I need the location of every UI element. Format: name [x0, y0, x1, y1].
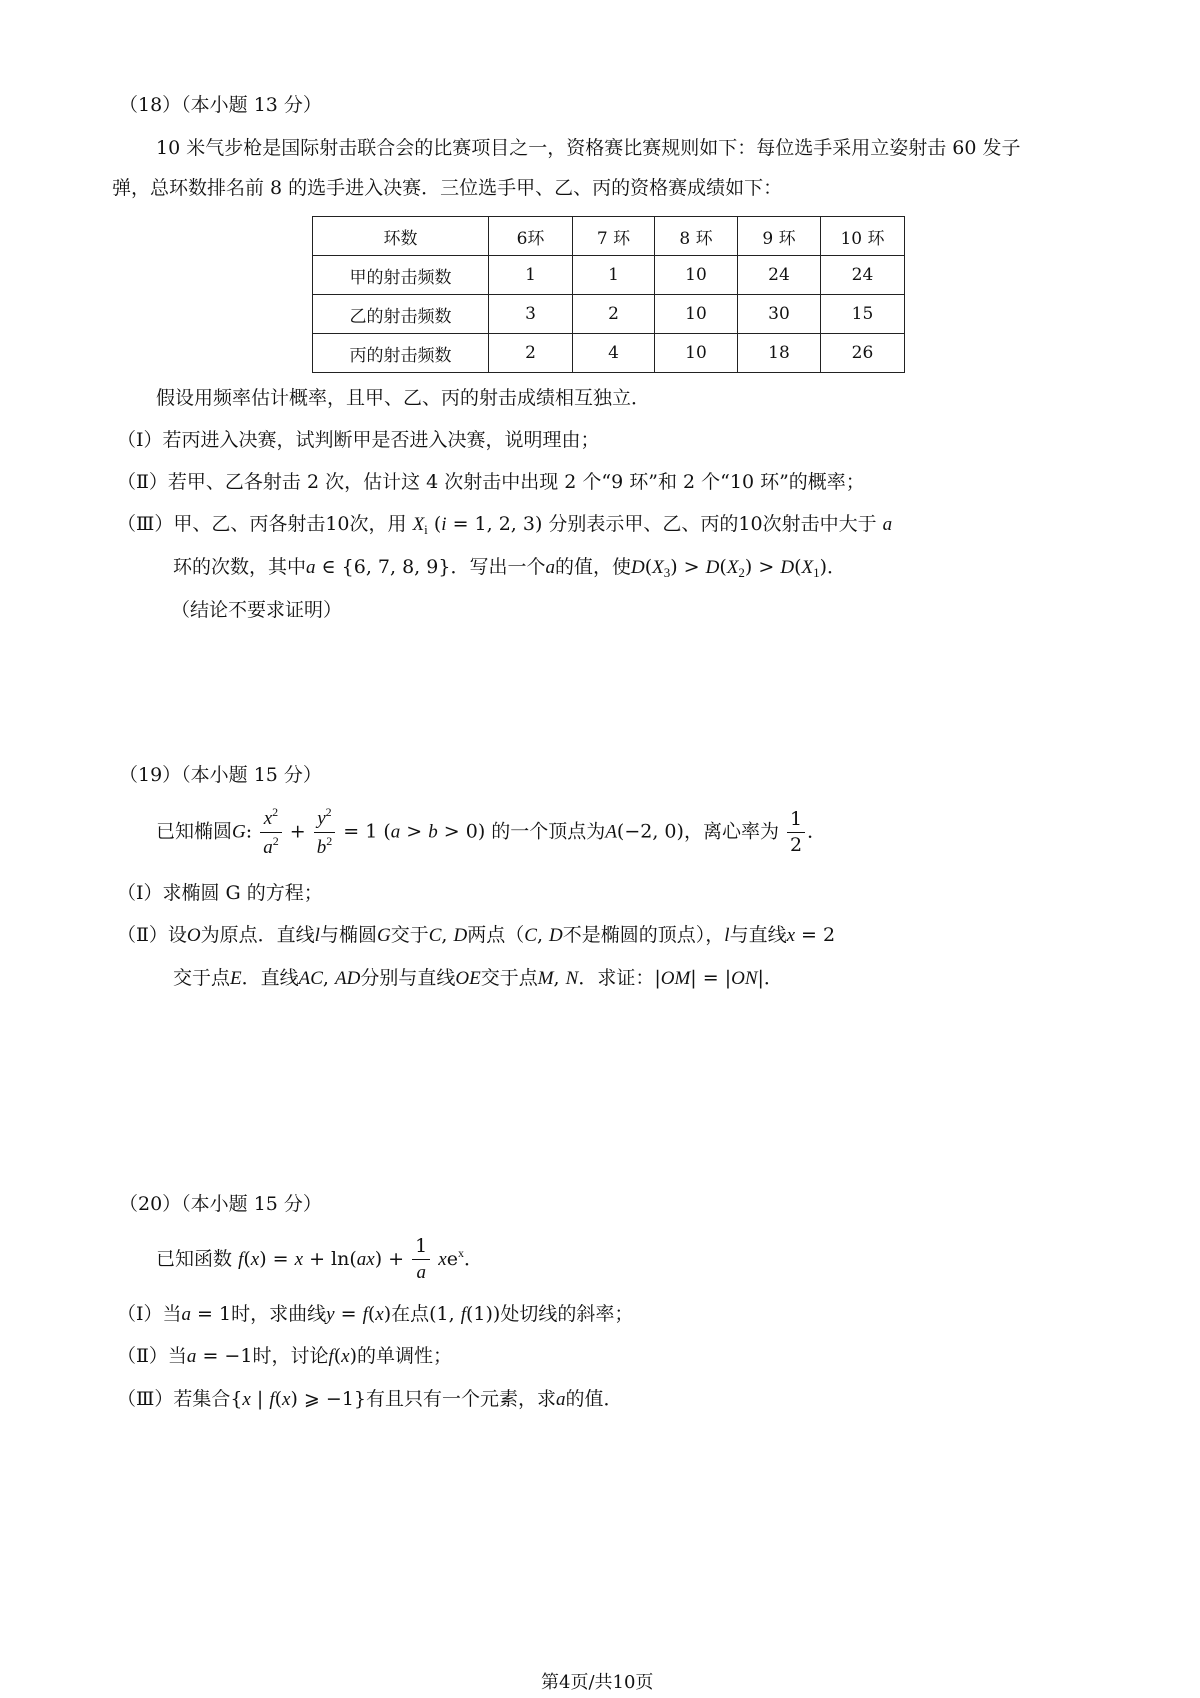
table-row-label: 丙的射击频数 [313, 334, 489, 373]
q20-part3-text: 有且只有一个元素，求 [366, 1388, 557, 1410]
q19-part2-text: 与直线 [729, 924, 787, 946]
q19-part2-line1: （Ⅱ）设O为原点．直线l与椭圆G交于C, D两点（C, D不是椭圆的顶点），l与直线x = 2 [117, 924, 836, 946]
q20-part3-text: （Ⅲ）若集合 [117, 1388, 231, 1410]
q19-stem: 已知椭圆G: $\frac{x^2}{a^2}$ + $\frac{y^2}{b^2}$ = 1 (a > b > 0) 的一个顶点为A(−2, 0)，离心率为 $\frac{1}{2}$ ． [156, 805, 827, 858]
q18-part3-text: 环的次数，其中 [173, 556, 307, 578]
table-header-cell: 9 环 [738, 217, 821, 256]
table-cell: 24 [821, 256, 905, 295]
q18-part3-line1: （Ⅲ）甲、乙、丙各射击10次，用 $X_i$ (i = 1, 2, 3) 分别表示甲、乙、丙的10次射击中大于 a [117, 513, 893, 537]
q18-intro-line1: 10 米气步枪是国际射击联合会的比赛项目之一，资格赛比赛规则如下：每位选手采用立姿射击 60 发子 [156, 137, 1021, 159]
q20-part3: （Ⅲ）若集合{x | f(x) ⩾ −1}有且只有一个元素，求a的值． [117, 1388, 623, 1410]
table-header-cell: 6环 [489, 217, 573, 256]
table-cell: 10 [655, 256, 738, 295]
q20-header: （20）（本小题 15 分） [119, 1193, 322, 1215]
table-header-cell: 环数 [313, 217, 489, 256]
q19-part2-text: 与椭圆 [319, 924, 377, 946]
q19-part2-text: （Ⅱ）设 [117, 924, 187, 946]
q19-part2-text: 分别与直线 [360, 967, 456, 989]
table-row-label: 乙的射击频数 [313, 295, 489, 334]
q18-part3-text: ．写出一个 [450, 556, 546, 578]
table-cell: 3 [489, 295, 573, 334]
q19-part2-text: ．直线 [241, 967, 299, 989]
table-header-cell: 8 环 [655, 217, 738, 256]
q19-part2-text: 交于点 [173, 967, 231, 989]
table-cell: 18 [738, 334, 821, 373]
q18-header: （18）（本小题 13 分） [119, 94, 322, 116]
q19-header: （19）（本小题 15 分） [119, 764, 322, 786]
frequency-table [312, 216, 905, 373]
part-label: （Ⅲ） [117, 513, 174, 535]
q20-part3-text: 的值． [565, 1388, 623, 1410]
q19-part1: （Ⅰ）求椭圆 G 的方程； [117, 882, 323, 904]
table-cell: 26 [821, 334, 905, 373]
table-row [313, 295, 905, 334]
q19-stem-text: ，离心率为 [683, 820, 779, 843]
q18-note: （结论不要求证明） [171, 599, 343, 621]
page-number: 第4页/共10页 [541, 1672, 654, 1693]
table-cell: 10 [655, 334, 738, 373]
q20-part2-text: 时，讨论 [252, 1345, 329, 1367]
q18-part1: （Ⅰ）若丙进入决赛，试判断甲是否进入决赛，说明理由； [117, 429, 600, 451]
table-row [313, 334, 905, 373]
q19-part2-text: 两点（ [467, 924, 525, 946]
q19-part2-text: ．求证： [578, 967, 655, 989]
q19-part2-text: 为原点．直线 [200, 924, 315, 946]
q18-part3-text: 分别表示甲、乙、丙的10次射击中大于 [548, 513, 877, 535]
q20-part1-text: 处切线的斜率； [500, 1303, 634, 1325]
q20-stem: 已知函数 f(x) = x + ln(ax) + $\frac{1}{a}$ $xe^x$． [156, 1235, 483, 1283]
table-cell: 2 [573, 295, 655, 334]
table-row [313, 256, 905, 295]
table-header-cell: 10 环 [821, 217, 905, 256]
q18-assumption: 假设用频率估计概率，且甲、乙、丙的射击成绩相互独立． [156, 387, 651, 409]
table-header-cell: 7 环 [573, 217, 655, 256]
table-header-row [313, 217, 905, 256]
q19-part2-text: 交于点 [480, 967, 538, 989]
q18-part3-text: 的值，使 [554, 556, 631, 578]
table-cell: 10 [655, 295, 738, 334]
q20-part2-text: （Ⅱ）当 [117, 1345, 187, 1367]
q19-part2-text: 交于 [390, 924, 429, 946]
q20-part2-text: 的单调性； [357, 1345, 453, 1367]
table-cell: 30 [738, 295, 821, 334]
q20-part2: （Ⅱ）当a = −1时，讨论f(x)的单调性； [117, 1345, 453, 1367]
q20-part1-text: （Ⅰ）当 [117, 1303, 182, 1325]
table-cell: 4 [573, 334, 655, 373]
q19-stem-text: 的一个顶点为 [491, 820, 606, 843]
q18-part3-line2: 环的次数，其中a ∈ {6, 7, 8, 9}．写出一个a的值，使$D(X_3) > D(X_2) > D(X_1)$． [173, 556, 847, 580]
q19-part2-line2: 交于点E．直线AC, AD分别与直线OE交于点M, N．求证：|OM| = |ON|． [173, 967, 783, 989]
table-cell: 2 [489, 334, 573, 373]
q20-stem-text: 已知函数 [156, 1247, 233, 1270]
q19-stem-text: 已知椭圆 [156, 820, 233, 843]
q20-part1-text: 在点 [391, 1303, 430, 1325]
q20-part1-text: 时，求曲线 [231, 1303, 327, 1325]
table-row-label: 甲的射击频数 [313, 256, 489, 295]
q18-part2: （Ⅱ）若甲、乙各射击 2 次，估计这 4 次射击中出现 2 个“9 环”和 2 个“10 环”的概率； [117, 471, 865, 493]
table-cell: 24 [738, 256, 821, 295]
q20-part1: （Ⅰ）当a = 1时，求曲线y = f(x)在点(1, f(1))处切线的斜率； [117, 1303, 634, 1325]
q19-part2-text: 不是椭圆的顶点）， [562, 924, 725, 946]
table-cell: 1 [489, 256, 573, 295]
q18-part3-text: 甲、乙、丙各射击10次，用 [173, 513, 407, 535]
q18-intro-line2: 弹，总环数排名前 8 的选手进入决赛．三位选手甲、乙、丙的资格赛成绩如下： [112, 177, 783, 199]
table-cell: 1 [573, 256, 655, 295]
table-cell: 15 [821, 295, 905, 334]
